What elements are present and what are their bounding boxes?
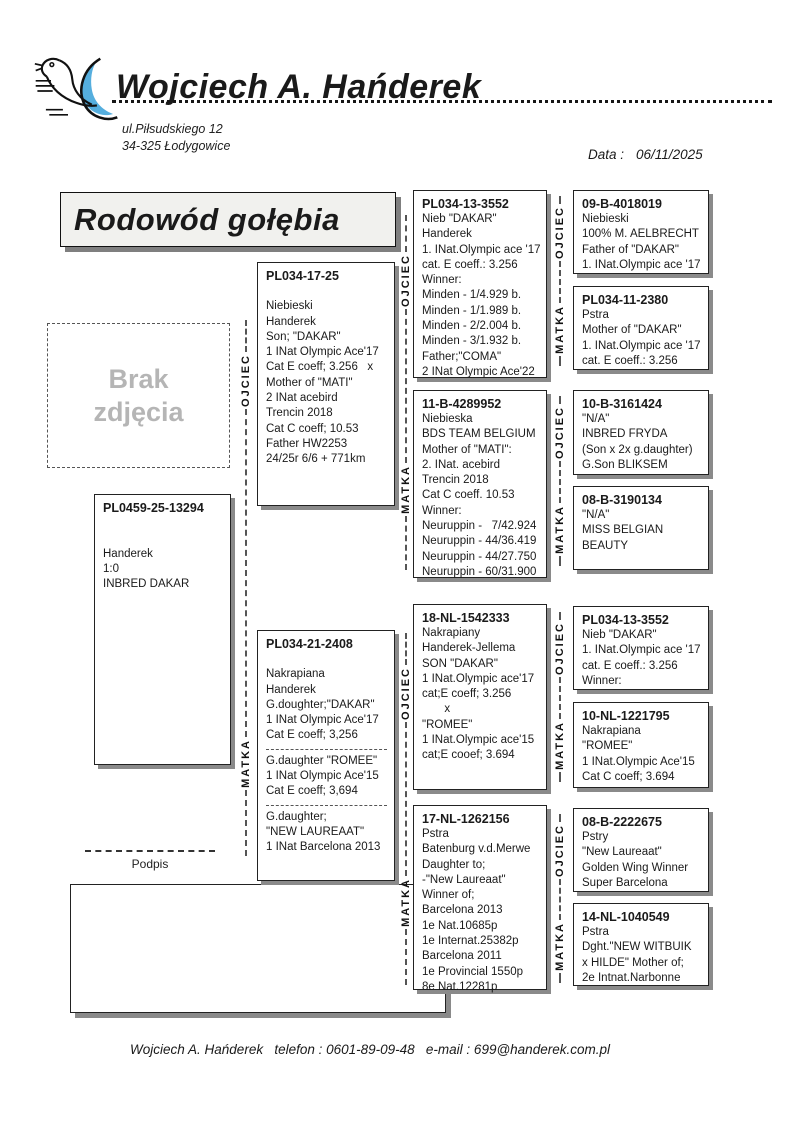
pedigree-line: Winner: bbox=[582, 674, 622, 687]
pedigree-line: Mother of "MATI" bbox=[266, 376, 353, 389]
pedigree-box-grandmother-maternal bbox=[413, 805, 547, 993]
ring-number: 18-NL-1542333 bbox=[422, 611, 510, 625]
pedigree-line: G.Son BLIKSEM bbox=[582, 458, 668, 471]
pedigree-line: Son; "DAKAR" bbox=[266, 330, 341, 343]
pedigree-line: 1 INat Barcelona 2013 bbox=[266, 841, 381, 854]
ring-number: 11-B-4289952 bbox=[422, 397, 502, 411]
pedigree-line: Pstry bbox=[582, 831, 609, 843]
pedigree-line: Cat E coeff; 3,256 bbox=[266, 729, 358, 742]
father-label: OJCIEC bbox=[240, 354, 252, 407]
pedigree-line: Father;"COMA" bbox=[422, 350, 502, 363]
pedigree-line: 1 INat Olympic Ace'17 bbox=[266, 714, 379, 727]
pedigree-line: Cat C coeff; 3.694 bbox=[582, 770, 675, 783]
date-value: 06/11/2025 bbox=[636, 147, 703, 162]
pedigree-line: Niebieska bbox=[422, 413, 473, 425]
pedigree-line: BDS TEAM BELGIUM bbox=[422, 428, 536, 441]
father-label: OJCIEC bbox=[554, 622, 566, 675]
signature-line bbox=[85, 850, 215, 852]
mother-label: MATKA bbox=[400, 878, 412, 927]
pedigree-line: 2 INat acebird bbox=[266, 392, 338, 405]
pedigree-line: Cat C coeff. 10.53 bbox=[422, 489, 515, 502]
pedigree-box-subject bbox=[94, 494, 231, 765]
pedigree-box-ggp-mmm bbox=[573, 903, 709, 986]
address-city: 34-325 Łodygowice bbox=[122, 139, 231, 153]
pedigree-line: Neuruppin - 7/42.924 bbox=[422, 520, 537, 533]
pedigree-line: 2. INat. acebird bbox=[422, 458, 500, 471]
pedigree-line: Mother of "MATI": bbox=[422, 443, 512, 456]
father-label: OJCIEC bbox=[554, 206, 566, 259]
ring-number: PL034-21-2408 bbox=[266, 637, 353, 651]
pedigree-line: (Son x 2x g.daughter) bbox=[582, 443, 693, 456]
pedigree-line: "NEW LAUREAAT" bbox=[266, 825, 365, 838]
pedigree-line: Winner: bbox=[422, 504, 462, 517]
connector-ggp-group1 bbox=[554, 196, 566, 366]
mother-label: MATKA bbox=[554, 505, 566, 554]
pedigree-line: Pstra bbox=[582, 309, 609, 321]
pedigree-line: Handerek bbox=[266, 683, 316, 696]
pedigree-line: cat. E coeff.: 3.256 bbox=[582, 354, 678, 367]
pedigree-box-ggp-mmf bbox=[573, 808, 709, 892]
pedigree-line: Minden - 1/1.989 b. bbox=[422, 304, 522, 317]
pedigree-line: "ROMEE" bbox=[422, 718, 473, 731]
pedigree-line: 2 INat Olympic Ace'22 bbox=[422, 365, 535, 378]
pedigree-line: 24/25r 6/6 + 771km bbox=[266, 453, 366, 466]
date-label: Data : bbox=[588, 147, 625, 162]
pedigree-line: Golden Wing Winner bbox=[582, 861, 689, 874]
pedigree-box-ggp-fff bbox=[573, 190, 709, 274]
pedigree-line: MISS BELGIAN bbox=[582, 524, 664, 537]
ring-number: 14-NL-1040549 bbox=[582, 910, 670, 924]
pedigree-box-ggp-mff bbox=[573, 606, 709, 690]
pedigree-line: BEAUTY bbox=[582, 539, 629, 552]
pedigree-line: x HILDE" Mother of; bbox=[582, 956, 684, 969]
pedigree-line: Winner of; bbox=[422, 889, 475, 902]
pedigree-line: 2e Intnat.Narbonne bbox=[582, 971, 681, 984]
notes-box bbox=[70, 884, 446, 1013]
pedigree-line: "New Laureaat" bbox=[582, 846, 662, 859]
pedigree-line: SON "DAKAR" bbox=[422, 657, 498, 670]
pedigree-box-father bbox=[257, 262, 395, 506]
pedigree-line: Neuruppin - 44/27.750 bbox=[422, 550, 537, 563]
ring-number: 08-B-2222675 bbox=[582, 815, 662, 829]
pedigree-line: Dght."NEW WITBUIK bbox=[582, 941, 692, 954]
pedigree-line: Barcelona 2011 bbox=[422, 950, 502, 963]
pedigree-line: Cat E coeff; 3,694 bbox=[266, 785, 358, 798]
pedigree-line: 1 INat.Olympic ace'17 bbox=[422, 672, 535, 685]
pedigree-line: Winner: bbox=[422, 274, 462, 287]
pedigree-line: Batenburg v.d.Merwe bbox=[422, 843, 531, 856]
ring-number: 09-B-4018019 bbox=[582, 197, 662, 211]
date-row bbox=[588, 147, 703, 162]
pedigree-box-ggp-ffm bbox=[573, 286, 709, 370]
address-street: ul.Piłsudskiego 12 bbox=[122, 122, 223, 136]
pedigree-line: 1. INat.Olympic ace '17 bbox=[422, 243, 541, 256]
ring-number: PL034-11-2380 bbox=[582, 293, 669, 307]
pedigree-line: Minden - 1/4.929 b. bbox=[422, 289, 522, 302]
father-label: OJCIEC bbox=[400, 254, 412, 307]
pedigree-line: "N/A" bbox=[582, 413, 610, 425]
ring-number: PL034-13-3552 bbox=[422, 197, 509, 211]
pedigree-line: 1 INat Olympic Ace'15 bbox=[266, 770, 379, 783]
pedigree-line: 1. INat.Olympic ace '17 bbox=[582, 258, 701, 271]
pedigree-box-grandfather-maternal bbox=[413, 604, 547, 790]
pedigree-line bbox=[103, 516, 227, 531]
connector-ggp-group4 bbox=[554, 814, 566, 983]
pedigree-line: 1:0 bbox=[103, 562, 119, 575]
pedigree-line: Niebieski bbox=[582, 213, 629, 225]
pedigree-line: Neuruppin - 44/36.419 bbox=[422, 535, 537, 548]
breeder-name: Wojciech A. Hańderek bbox=[116, 68, 482, 106]
pedigree-box-ggp-fmf bbox=[573, 390, 709, 475]
pedigree-line bbox=[266, 652, 391, 667]
document-title-box bbox=[60, 192, 396, 247]
photo-placeholder-text: Brak bbox=[108, 363, 169, 394]
pedigree-line: 1. INat.Olympic ace '17 bbox=[582, 644, 701, 657]
mother-label: MATKA bbox=[554, 922, 566, 971]
pedigree-line bbox=[266, 284, 391, 299]
pedigree-line: 1e Provincial 1550p bbox=[422, 965, 524, 978]
pedigree-line: Neuruppin - 60/31.900 bbox=[422, 565, 537, 578]
pedigree-line: 1 INat.Olympic ace'15 bbox=[422, 734, 535, 747]
pedigree-line: Pstra bbox=[582, 926, 609, 938]
pedigree-line: 100% M. AELBRECHT bbox=[582, 228, 699, 241]
pedigree-line: 1 INat Olympic Ace'17 bbox=[266, 346, 379, 359]
mother-label: MATKA bbox=[240, 739, 252, 788]
pedigree-line: -"New Laureaat" bbox=[422, 873, 506, 886]
pedigree-line: Minden - 3/1.932 b. bbox=[422, 335, 522, 348]
signature-label: Podpis bbox=[131, 857, 169, 871]
pedigree-line bbox=[103, 531, 227, 546]
pedigree-line: Cat C coeff; 10.53 bbox=[266, 422, 359, 435]
pedigree-line: 1. INat.Olympic ace '17 bbox=[582, 339, 701, 352]
father-label: OJCIEC bbox=[400, 667, 412, 720]
pedigree-line: Handerek bbox=[266, 315, 316, 328]
pedigree-line: INBRED FRYDA bbox=[582, 428, 668, 441]
mother-label: MATKA bbox=[400, 465, 412, 514]
pedigree-line: Super Barcelona bbox=[582, 876, 668, 889]
pedigree-line: Handerek bbox=[103, 547, 153, 560]
pedigree-line: 8e Nat.12281p bbox=[422, 980, 498, 993]
father-label: OJCIEC bbox=[554, 824, 566, 877]
photo-placeholder bbox=[47, 323, 230, 468]
ring-number: PL0459-25-13294 bbox=[103, 501, 204, 515]
connector-father-parents bbox=[400, 215, 412, 570]
pedigree-line: Nakrapiana bbox=[582, 725, 641, 737]
pedigree-line: cat;E cooef; 3.694 bbox=[422, 749, 515, 762]
pedigree-line: 1e Nat.10685p bbox=[422, 919, 498, 932]
pedigree-box-grandfather-paternal bbox=[413, 190, 547, 378]
connector-ggp-group3 bbox=[554, 612, 566, 782]
pedigree-box-ggp-mfm bbox=[573, 702, 709, 788]
pedigree-line: Cat E coeff; 3.256 x bbox=[266, 361, 374, 374]
pedigree-line: Nieb "DAKAR" bbox=[422, 213, 497, 225]
pedigree-line: Pstra bbox=[422, 828, 449, 840]
pedigree-box-grandmother-paternal bbox=[413, 390, 547, 578]
mother-label: MATKA bbox=[554, 721, 566, 770]
pedigree-line: cat. E coeff.: 3.256 bbox=[422, 258, 518, 271]
father-label: OJCIEC bbox=[554, 406, 566, 459]
pedigree-line: Nieb "DAKAR" bbox=[582, 629, 657, 641]
pedigree-line: Nakrapiany bbox=[422, 627, 481, 639]
connector-ggp-group2 bbox=[554, 396, 566, 566]
dashed-divider bbox=[266, 805, 387, 806]
pedigree-line: G.doughter;"DAKAR" bbox=[266, 698, 375, 711]
ring-number: 10-NL-1221795 bbox=[582, 709, 670, 723]
brand-underline bbox=[112, 100, 772, 103]
pedigree-line: x bbox=[422, 703, 451, 716]
pedigree-line: Niebieski bbox=[266, 300, 313, 313]
dashed-divider bbox=[266, 749, 387, 750]
ring-number: 10-B-3161424 bbox=[582, 397, 662, 411]
ring-number: 08-B-3190134 bbox=[582, 493, 662, 507]
pedigree-box-mother bbox=[257, 630, 395, 881]
ring-number: PL034-13-3552 bbox=[582, 613, 669, 627]
pedigree-line: Nakrapiana bbox=[266, 668, 325, 681]
pedigree-line: Barcelona 2013 bbox=[422, 904, 503, 917]
pedigree-line: cat. E coeff.: 3.256 bbox=[582, 659, 678, 672]
pedigree-line: "ROMEE" bbox=[582, 740, 633, 753]
pedigree-line: Trencin 2018 bbox=[422, 474, 489, 487]
pedigree-line: Father of "DAKAR" bbox=[582, 243, 680, 256]
pedigree-line: G.daughter; bbox=[266, 810, 327, 823]
mother-label: MATKA bbox=[554, 305, 566, 354]
pedigree-line: G.daughter "ROMEE" bbox=[266, 754, 378, 767]
pedigree-line: "N/A" bbox=[582, 509, 610, 521]
photo-placeholder-text: zdjęcia bbox=[93, 396, 184, 427]
footer-contact: Wojciech A. Hańderek telefon : 0601-89-09-48 e-mail : 699@handerek.com.pl bbox=[130, 1042, 610, 1057]
pedigree-box-ggp-fmm bbox=[573, 486, 709, 570]
connector-parents bbox=[240, 320, 252, 856]
pedigree-line: Handerek bbox=[422, 228, 472, 241]
pedigree-line: cat;E coeff; 3.256 bbox=[422, 688, 512, 701]
pedigree-line: Trencin 2018 bbox=[266, 407, 333, 420]
pedigree-line: 1 INat.Olympic Ace'15 bbox=[582, 755, 695, 768]
pedigree-line: 1e Internat.25382p bbox=[422, 935, 519, 948]
page-title: Rodowód gołębia bbox=[74, 201, 340, 237]
pedigree-line: Father HW2253 bbox=[266, 437, 348, 450]
ring-number: 17-NL-1262156 bbox=[422, 812, 510, 826]
pedigree-line: Handerek-Jellema bbox=[422, 642, 516, 655]
connector-mother-parents bbox=[400, 633, 412, 985]
pedigree-line: INBRED DAKAR bbox=[103, 578, 190, 591]
pedigree-line: Daughter to; bbox=[422, 858, 486, 871]
ring-number: PL034-17-25 bbox=[266, 269, 339, 283]
pedigree-line: Mother of "DAKAR" bbox=[582, 324, 682, 337]
pedigree-line: Minden - 2/2.004 b. bbox=[422, 320, 522, 333]
